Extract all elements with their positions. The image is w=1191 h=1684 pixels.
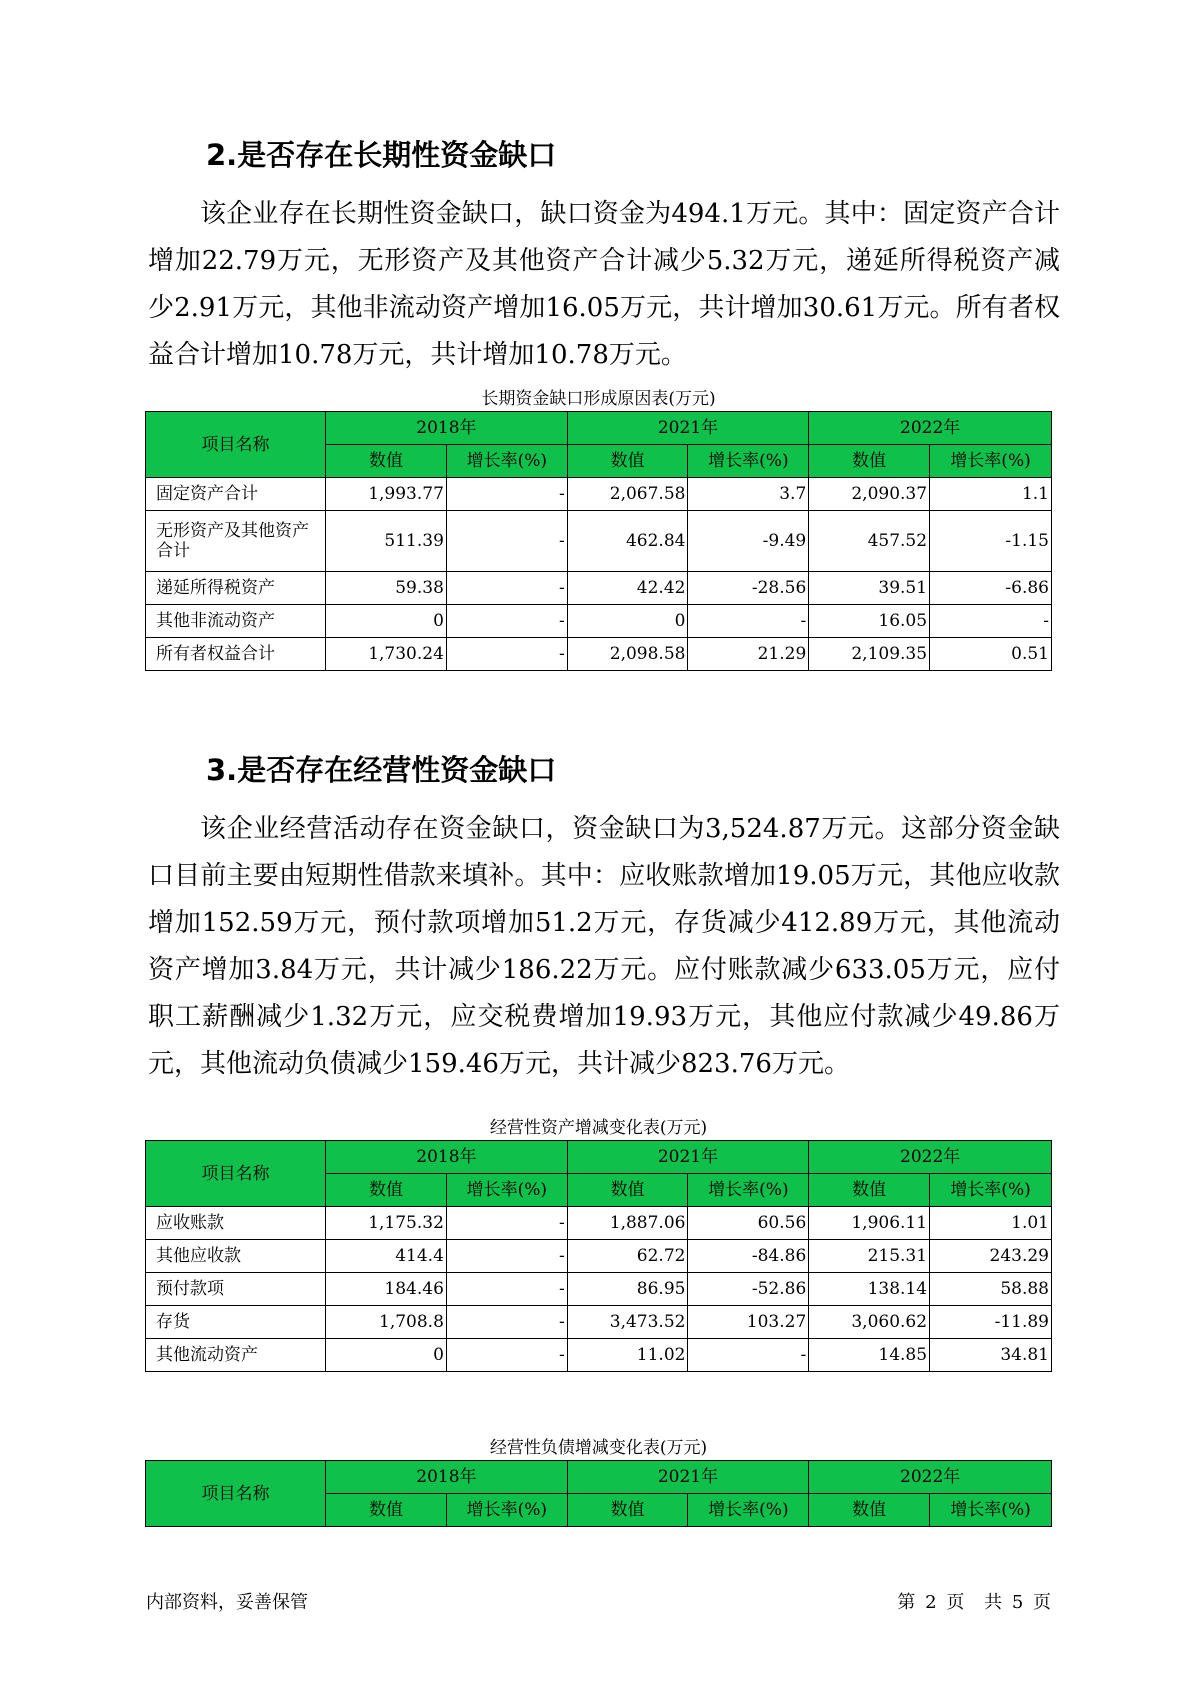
operating-liabilities-table [145, 1460, 1052, 1527]
col-header-value: 数值 [326, 445, 447, 478]
cell: 0 [326, 605, 447, 638]
cell: 39.51 [809, 572, 930, 605]
row-label: 无形资产及其他资产合计 [146, 511, 326, 572]
cell: 62.72 [567, 1240, 688, 1273]
col-header-rate: 增长率(%) [688, 445, 809, 478]
cell: - [446, 478, 567, 511]
cell: -28.56 [688, 572, 809, 605]
cell: 0 [326, 1339, 447, 1372]
col-header-year: 2021年 [567, 1461, 809, 1494]
cell: -9.49 [688, 511, 809, 572]
cell: 86.95 [567, 1273, 688, 1306]
col-header-year: 2021年 [567, 412, 809, 445]
cell: 1,993.77 [326, 478, 447, 511]
table-header-row [146, 1461, 1052, 1494]
col-header-value: 数值 [567, 1494, 688, 1527]
cell: - [688, 1339, 809, 1372]
total-unit: 页 [1033, 1592, 1051, 1613]
cell: 1,708.8 [326, 1306, 447, 1339]
col-header-rate: 增长率(%) [688, 1174, 809, 1207]
col-header-year: 2021年 [567, 1141, 809, 1174]
row-label: 递延所得税资产 [146, 572, 326, 605]
col-header-rate: 增长率(%) [688, 1494, 809, 1527]
cell: 243.29 [930, 1240, 1052, 1273]
row-label: 应收账款 [146, 1207, 326, 1240]
table-row [146, 1306, 1052, 1339]
page-total: 5 [1011, 1592, 1024, 1613]
cell: 138.14 [809, 1273, 930, 1306]
total-prefix: 共 [984, 1592, 1003, 1613]
long-term-gap-table [145, 411, 1052, 671]
cell: 3,473.52 [567, 1306, 688, 1339]
col-header-rate: 增长率(%) [446, 445, 567, 478]
cell: 511.39 [326, 511, 447, 572]
cell: -6.86 [930, 572, 1052, 605]
table-row [146, 572, 1052, 605]
cell: -84.86 [688, 1240, 809, 1273]
cell: - [446, 1306, 567, 1339]
row-label: 其他流动资产 [146, 1339, 326, 1372]
cell: 2,067.58 [567, 478, 688, 511]
cell: 1,887.06 [567, 1207, 688, 1240]
cell: 16.05 [809, 605, 930, 638]
cell: - [446, 638, 567, 671]
cell: 184.46 [326, 1273, 447, 1306]
operating-assets-caption: 经营性资产增减变化表(万元) [489, 1118, 708, 1138]
table-row [146, 1273, 1052, 1306]
col-header-year: 2022年 [809, 1461, 1052, 1494]
col-header-year: 2022年 [809, 412, 1052, 445]
row-label: 预付款项 [146, 1273, 326, 1306]
table-header-row [146, 1141, 1052, 1174]
cell: 2,090.37 [809, 478, 930, 511]
cell: 103.27 [688, 1306, 809, 1339]
col-header-name: 项目名称 [146, 412, 326, 478]
row-label: 其他应收款 [146, 1240, 326, 1273]
col-header-value: 数值 [809, 1174, 930, 1207]
cell: 3.7 [688, 478, 809, 511]
col-header-rate: 增长率(%) [930, 445, 1052, 478]
col-header-rate: 增长率(%) [446, 1494, 567, 1527]
row-label: 固定资产合计 [146, 478, 326, 511]
cell: 0.51 [930, 638, 1052, 671]
cell: 414.4 [326, 1240, 447, 1273]
table-row [146, 1207, 1052, 1240]
cell: 21.29 [688, 638, 809, 671]
row-label: 其他非流动资产 [146, 605, 326, 638]
table-row [146, 478, 1052, 511]
col-header-value: 数值 [809, 1494, 930, 1527]
col-header-value: 数值 [567, 1174, 688, 1207]
col-header-rate: 增长率(%) [930, 1494, 1052, 1527]
cell: - [446, 511, 567, 572]
cell: -1.15 [930, 511, 1052, 572]
table-row [146, 511, 1052, 572]
cell: -52.86 [688, 1273, 809, 1306]
table-header-row [146, 412, 1052, 445]
col-header-year: 2018年 [326, 1461, 568, 1494]
cell: 1,730.24 [326, 638, 447, 671]
col-header-value: 数值 [326, 1494, 447, 1527]
operating-paragraph: 该企业经营活动存在资金缺口，资金缺口为3,524.87万元。这部分资金缺口目前主要由短期性借款来填补。其中：应收账款增加19.05万元，其他应收款增加152.59万元，预付款项增加51.2万元，存货减少412.89万元，其他流动资产增加3.84万元，共计减少186.22万元。应付账款减少633.05万元，应付职工薪酬减少1.32万元，应交税费增加19.93万元，其他应付款减少49.86万元，其他流动负债减少159.46万元，共计减少823.76万元。 [148, 814, 1060, 1079]
table-row [146, 605, 1052, 638]
col-header-year: 2018年 [326, 412, 568, 445]
table-row [146, 1240, 1052, 1273]
col-header-year: 2018年 [326, 1141, 568, 1174]
cell: - [446, 1339, 567, 1372]
cell: 0 [567, 605, 688, 638]
col-header-value: 数值 [809, 445, 930, 478]
col-header-name: 项目名称 [146, 1461, 326, 1527]
cell: 457.52 [809, 511, 930, 572]
footer-page-number [893, 1588, 1051, 1614]
page-current: 2 [925, 1592, 937, 1613]
page-unit: 页 [946, 1592, 965, 1613]
table-row [146, 638, 1052, 671]
long-term-table-caption: 长期资金缺口形成原因表(万元) [481, 389, 716, 409]
table-row [146, 1339, 1052, 1372]
cell: 1.01 [930, 1207, 1052, 1240]
cell: - [446, 1207, 567, 1240]
operating-liabilities-caption: 经营性负债增减变化表(万元) [489, 1438, 708, 1458]
cell: 2,109.35 [809, 638, 930, 671]
cell: - [446, 1240, 567, 1273]
operating-assets-table [145, 1140, 1052, 1372]
cell: - [688, 605, 809, 638]
cell: 11.02 [567, 1339, 688, 1372]
page-prefix: 第 [897, 1592, 916, 1613]
cell: 2,098.58 [567, 638, 688, 671]
cell: 462.84 [567, 511, 688, 572]
col-header-year: 2022年 [809, 1141, 1052, 1174]
cell: 58.88 [930, 1273, 1052, 1306]
cell: 1,175.32 [326, 1207, 447, 1240]
section-heading-operating: 3.是否存在经营性资金缺口 [206, 753, 557, 787]
row-label: 存货 [146, 1306, 326, 1339]
cell: 1.1 [930, 478, 1052, 511]
cell: - [446, 1273, 567, 1306]
col-header-value: 数值 [326, 1174, 447, 1207]
cell: 3,060.62 [809, 1306, 930, 1339]
cell: -11.89 [930, 1306, 1052, 1339]
footer-confidential-note: 内部资料，妥善保管 [146, 1592, 308, 1613]
cell: 215.31 [809, 1240, 930, 1273]
section-heading-long-term: 2.是否存在长期性资金缺口 [206, 138, 557, 172]
long-term-paragraph: 该企业存在长期性资金缺口，缺口资金为494.1万元。其中：固定资产合计增加22.79万元，无形资产及其他资产合计减少5.32万元，递延所得税资产减少2.91万元，其他非流动资产增加16.05万元，共计增加30.61万元。所有者权益合计增加10.78万元，共计增加10.78万元。 [148, 199, 1060, 370]
cell: 59.38 [326, 572, 447, 605]
row-label: 所有者权益合计 [146, 638, 326, 671]
cell: - [930, 605, 1052, 638]
cell: 14.85 [809, 1339, 930, 1372]
cell: - [446, 572, 567, 605]
col-header-rate: 增长率(%) [446, 1174, 567, 1207]
cell: 60.56 [688, 1207, 809, 1240]
cell: 34.81 [930, 1339, 1052, 1372]
col-header-value: 数值 [567, 445, 688, 478]
cell: 42.42 [567, 572, 688, 605]
cell: 1,906.11 [809, 1207, 930, 1240]
cell: - [446, 605, 567, 638]
col-header-rate: 增长率(%) [930, 1174, 1052, 1207]
col-header-name: 项目名称 [146, 1141, 326, 1207]
